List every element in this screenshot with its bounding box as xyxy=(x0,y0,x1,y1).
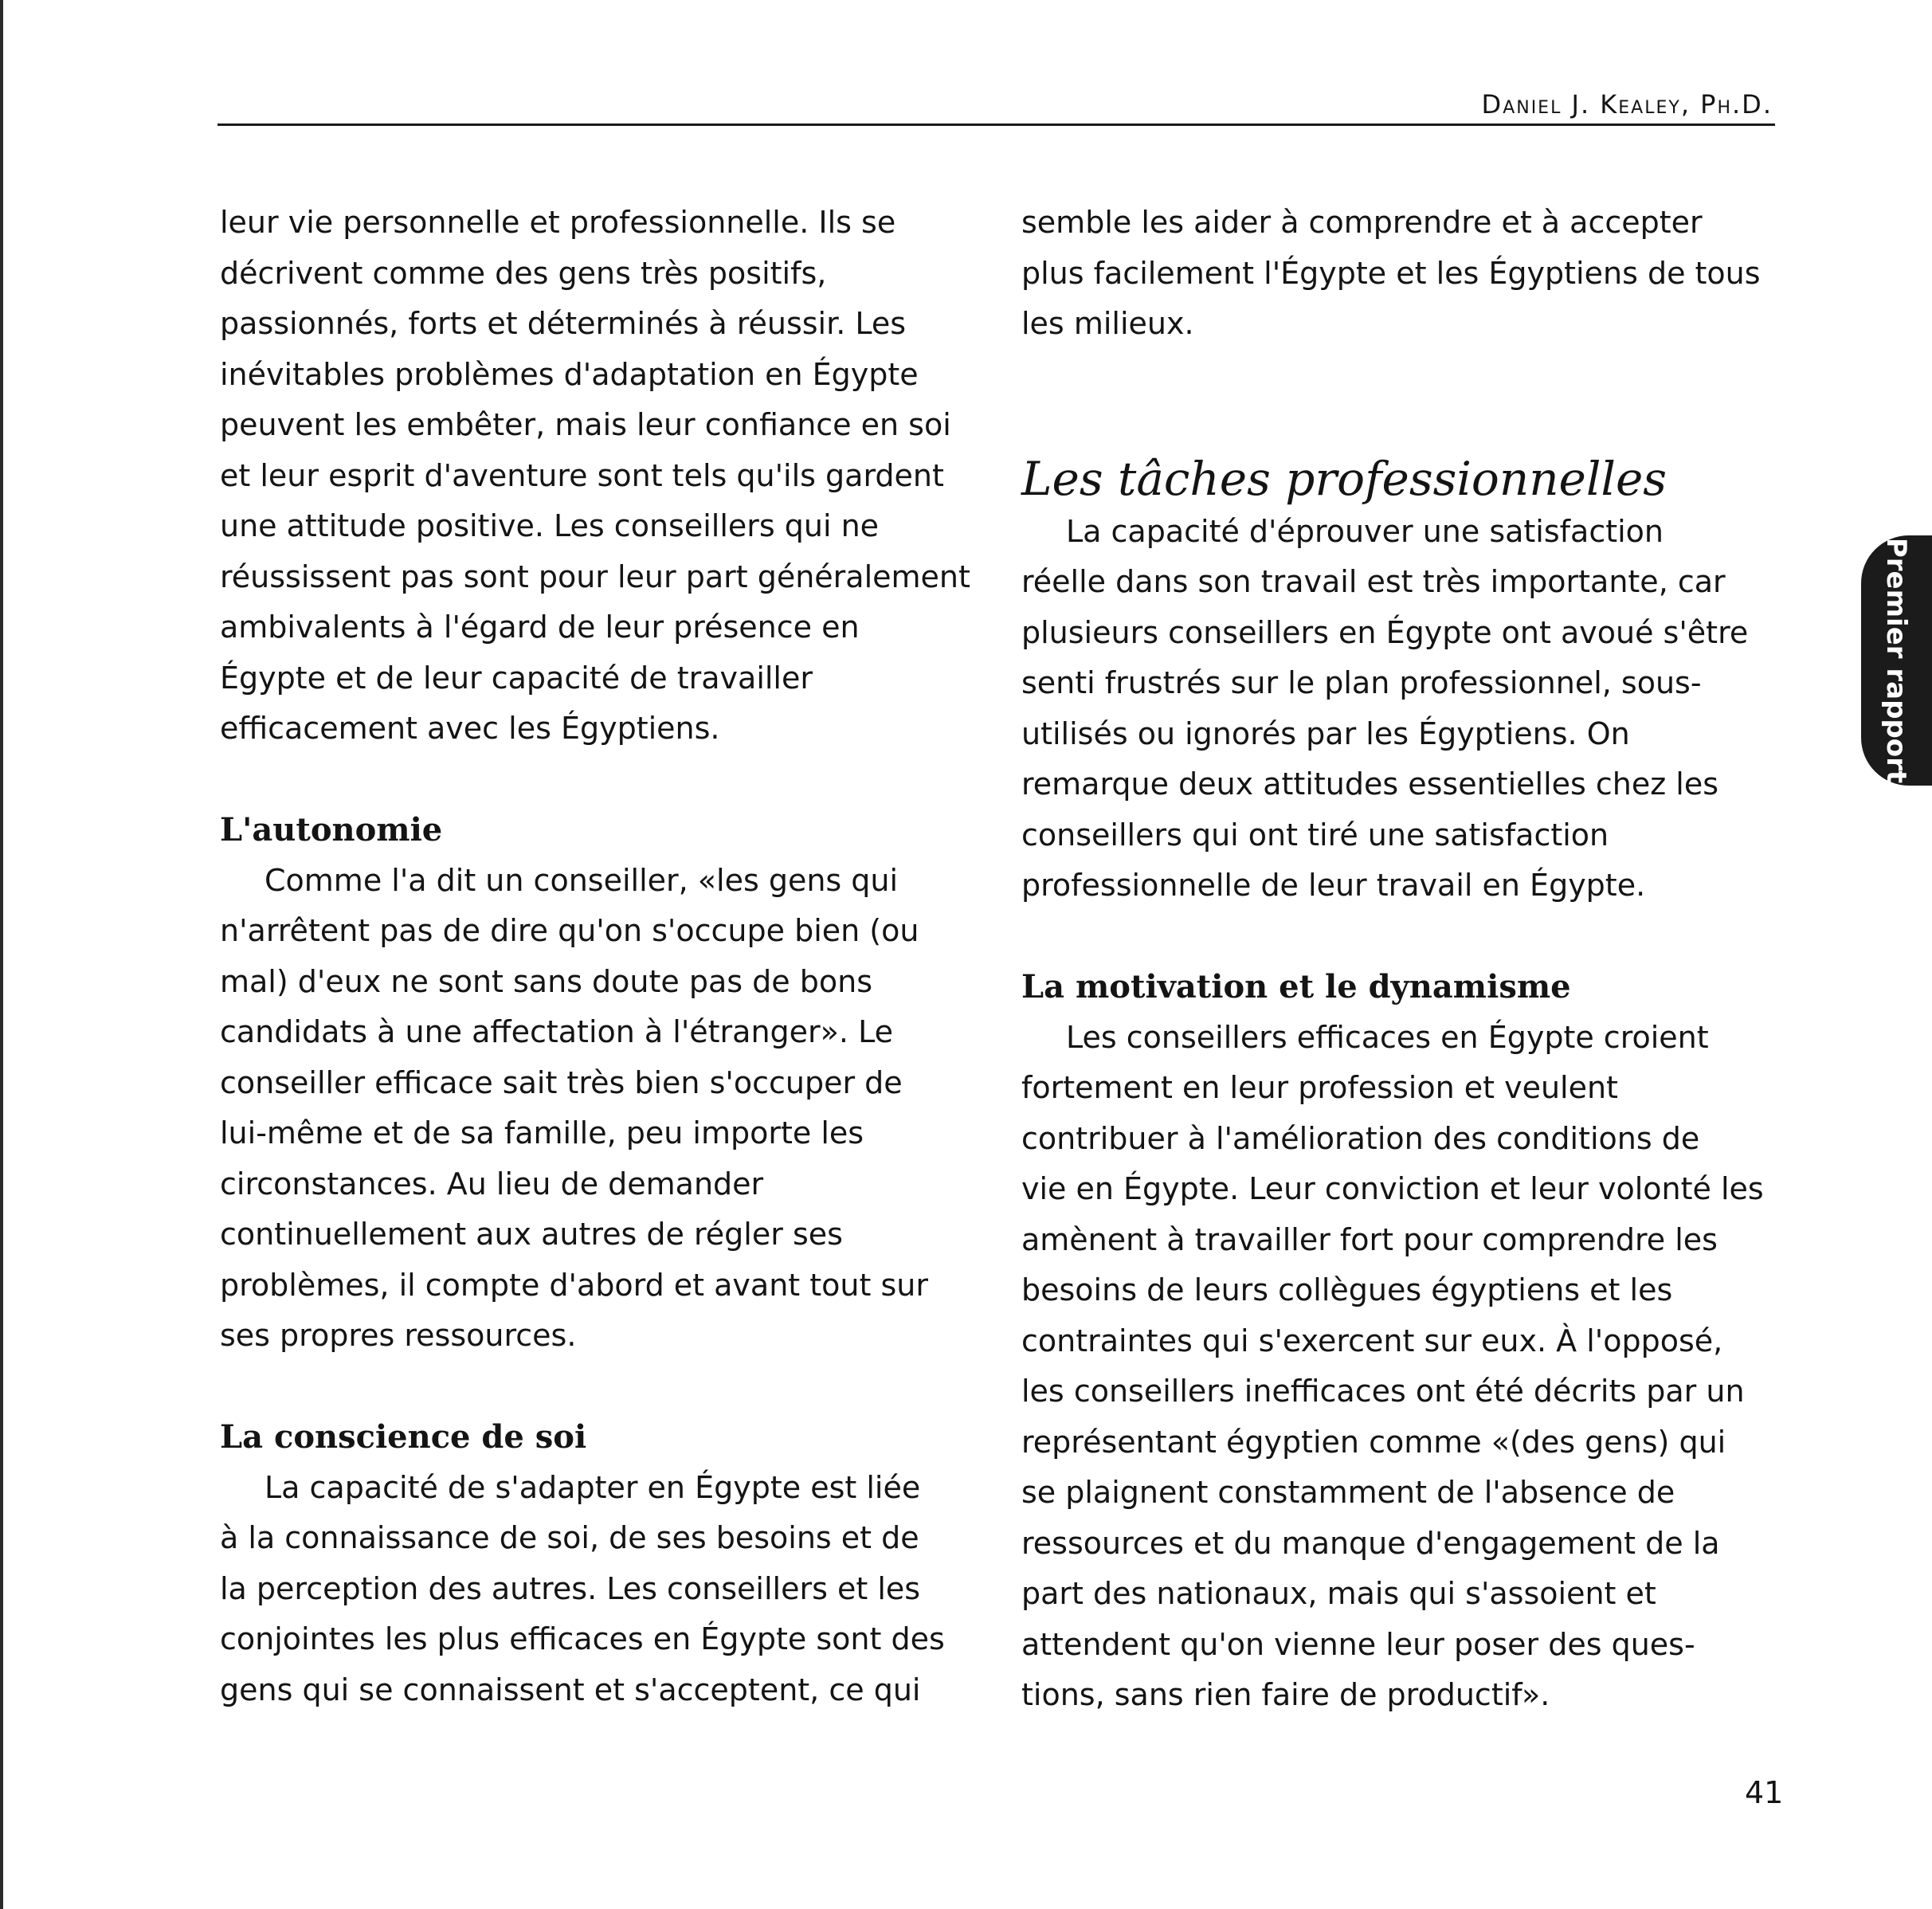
page-number: 41 xyxy=(1745,1775,1784,1810)
text-line: passionnés, forts et déterminés à réussir. Les xyxy=(220,306,907,341)
text-line: circonstances. Au lieu de demander xyxy=(220,1166,764,1201)
text-line: fortement en leur profession et veulent xyxy=(1021,1070,1618,1105)
text-line: et leur esprit d'aventure sont tels qu'ils gardent xyxy=(220,457,944,493)
spacer xyxy=(1021,350,1786,451)
text-line: Égypte et de leur capacité de travailler xyxy=(220,660,813,696)
right-column xyxy=(1021,198,1786,1721)
spacer xyxy=(220,1362,985,1413)
text-line: leur vie personnelle et professionnelle. Ils se xyxy=(220,205,896,240)
text-line: Les conseillers efficaces en Égypte croient xyxy=(1066,1019,1709,1055)
autonomie-paragraph xyxy=(220,856,985,1362)
autonomie-heading: L'autonomie xyxy=(220,811,443,849)
text-line: attendent qu'on vienne leur poser des ques- xyxy=(1021,1626,1695,1662)
text-line: n'arrêtent pas de dire qu'on s'occupe bien (ou xyxy=(220,913,919,948)
text-line: professionnelle de leur travail en Égypte. xyxy=(1021,868,1646,903)
text-line: remarque deux attitudes essentielles chez les xyxy=(1021,766,1719,802)
running-head: Daniel J. Kealey, Ph.D. xyxy=(1481,89,1773,120)
text-line: utilisés ou ignorés par les Égyptiens. On xyxy=(1021,715,1630,751)
text-line: réussissent pas sont pour leur part généralement xyxy=(220,559,970,594)
text-line: peuvent les embêter, mais leur confiance en soi xyxy=(220,407,951,442)
text-line: conjointes les plus efficaces en Égypte sont des xyxy=(220,1621,945,1656)
page-edge xyxy=(0,0,3,1909)
text-line: ressources et du manque d'engagement de la xyxy=(1021,1525,1720,1561)
text-line: à la connaissance de soi, de ses besoins et de xyxy=(220,1520,919,1555)
text-line: inévitables problèmes d'adaptation en Égypte xyxy=(220,356,919,392)
text-line: représentant égyptien comme «(des gens) qui xyxy=(1021,1424,1726,1460)
conscience-heading: La conscience de soi xyxy=(220,1418,587,1456)
text-line: une attitude positive. Les conseillers qui ne xyxy=(220,508,880,543)
text-line: ambivalents à l'égard de leur présence en xyxy=(220,610,860,645)
text-line: mal) d'eux ne sont sans doute pas de bons xyxy=(220,963,872,999)
text-line: les milieux. xyxy=(1021,306,1194,341)
chapter-tab-label: Premier rapport xyxy=(1880,537,1913,784)
text-line: semble les aider à comprendre et à accepter xyxy=(1021,205,1703,240)
conscience-paragraph xyxy=(220,1463,985,1716)
continuation-paragraph xyxy=(1021,198,1786,350)
text-line: besoins de leurs collègues égyptiens et les xyxy=(1021,1272,1673,1307)
text-line: problèmes, il compte d'abord et avant tout sur xyxy=(220,1267,928,1303)
intro-paragraph xyxy=(220,198,985,755)
text-line: les conseillers inefficaces ont été décrits par un xyxy=(1021,1374,1745,1409)
text-line: La capacité d'éprouver une satisfaction xyxy=(1066,513,1664,549)
chapter-tab xyxy=(1861,535,1932,786)
text-line: amènent à travailler fort pour comprendre les xyxy=(1021,1221,1718,1257)
text-line: se plaignent constamment de l'absence de xyxy=(1021,1475,1675,1510)
text-line: contribuer à l'amélioration des conditions de xyxy=(1021,1120,1700,1156)
text-line: senti frustrés sur le plan professionnel, sous- xyxy=(1021,665,1702,700)
text-line: vie en Égypte. Leur conviction et leur volonté les xyxy=(1021,1171,1764,1206)
section-paragraph xyxy=(1021,507,1786,911)
text-line: part des nationaux, mais qui s'assoient et xyxy=(1021,1576,1656,1611)
text-line: Comme l'a dit un conseiller, «les gens qui xyxy=(265,862,899,898)
text-line: La capacité de s'adapter en Égypte est liée xyxy=(265,1469,921,1505)
motivation-heading: La motivation et le dynamisme xyxy=(1021,968,1571,1005)
text-line: lui-même et de sa famille, peu importe les xyxy=(220,1115,864,1150)
text-line: tions, sans rien faire de productif». xyxy=(1021,1677,1550,1712)
text-line: contraintes qui s'exercent sur eux. À l'opposé, xyxy=(1021,1323,1723,1358)
text-line: plusieurs conseillers en Égypte ont avoué s'être xyxy=(1021,614,1749,650)
text-line: réelle dans son travail est très importante, car xyxy=(1021,564,1726,599)
text-line: plus facilement l'Égypte et les Égyptiens de tous xyxy=(1021,255,1761,291)
text-line: décrivent comme des gens très positifs, xyxy=(220,255,827,291)
spacer xyxy=(220,755,985,806)
text-line: gens qui se connaissent et s'acceptent, ce qui xyxy=(220,1672,921,1707)
text-line: conseiller efficace sait très bien s'occuper de xyxy=(220,1064,903,1100)
motivation-paragraph xyxy=(1021,1013,1786,1721)
text-line: la perception des autres. Les conseillers et les xyxy=(220,1570,921,1606)
left-column xyxy=(220,198,985,1715)
text-line: candidats à une affectation à l'étranger». Le xyxy=(220,1014,893,1049)
text-line: ses propres ressources. xyxy=(220,1318,577,1353)
text-line: efficacement avec les Égyptiens. xyxy=(220,711,720,746)
section-title: Les tâches professionnelles xyxy=(1021,451,1667,506)
spacer xyxy=(1021,911,1786,962)
text-line: conseillers qui ont tiré une satisfaction xyxy=(1021,817,1609,853)
text-line: continuellement aux autres de régler ses xyxy=(220,1217,843,1252)
header-rule xyxy=(217,123,1775,126)
